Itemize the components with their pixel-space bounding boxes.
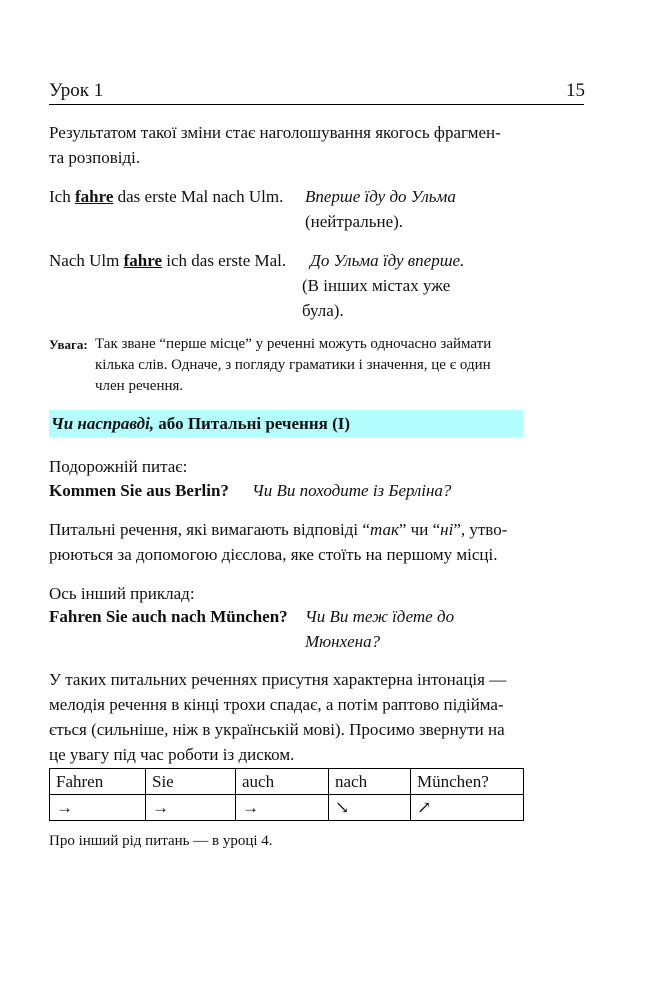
note-line-3: член речення. [95, 378, 184, 394]
example-1-german [49, 184, 283, 209]
example-2-translation [302, 248, 532, 323]
intro-paragraph [49, 120, 529, 170]
intonation-line-3: ється (сильніше, ніж в українській мові). Просимо звернути на [49, 720, 505, 739]
footer-note: Про інший рід питань — в уроці 4. [49, 833, 273, 849]
explanation-line-2: рюються за допомогою дієслова, яке стоїть на першому місці. [49, 545, 498, 564]
explanation-part-b: ” чи “ [398, 520, 441, 539]
example-2-after: ich das erste Mal. [162, 251, 287, 270]
table-cell-word: Fahren [50, 769, 146, 795]
note-text [95, 334, 545, 397]
intonation-paragraph [49, 667, 539, 767]
intro-line-1: Результатом такої зміни стає наголошування якогось фрагмен- [49, 123, 501, 142]
section-title-banner [49, 410, 523, 437]
header-rule [49, 104, 584, 105]
another-question: Fahren Sie auch nach München? [49, 607, 288, 626]
example-1-before: Ich [49, 187, 75, 206]
note-label: Увага: [49, 337, 88, 352]
note-line-2: кілька слів. Одначе, з погляду граматики і значення, це є один [95, 357, 491, 373]
table-row-arrows [50, 795, 524, 821]
table-cell-arrow: → [50, 795, 146, 821]
table-cell-arrow: → [236, 795, 329, 821]
example-2-comment-2: була). [302, 301, 344, 320]
explanation-part-a: Питальні речення, які вимагають відповіді “ [49, 520, 370, 539]
another-translation-1: Чи Ви теж їдете до [305, 607, 455, 626]
another-translation-2: Мюнхена? [305, 632, 381, 651]
example-2-translation-text: До Ульма їду вперше. [310, 251, 465, 270]
table-cell-arrow: ↘ [329, 795, 411, 821]
explanation-line-1 [49, 517, 539, 542]
explanation-tak: так [369, 520, 399, 539]
intonation-table [49, 768, 524, 821]
chapter-label: Урок 1 [49, 80, 104, 101]
section-title-italic: Чи насправді, [51, 414, 155, 433]
table-cell-word: nach [329, 769, 411, 795]
table-cell-word: Sie [146, 769, 236, 795]
intonation-line-2: мелодія речення в кінці трохи спадає, а потім раптово підійма- [49, 695, 504, 714]
traveler-question: Kommen Sie aus Berlin? [49, 481, 229, 500]
example-1-translation-text: Вперше їду до Ульма [305, 187, 456, 206]
table-cell-arrow: ↗ [411, 795, 524, 821]
page-number: 15 [566, 80, 585, 101]
explanation-paragraph [49, 517, 539, 567]
example-1-comment: (нейтральне). [305, 212, 404, 231]
example-1-translation [305, 184, 535, 234]
table-cell-word: München? [411, 769, 524, 795]
another-intro: Ось інший приклад: [49, 584, 195, 603]
example-2-german [49, 248, 286, 273]
example-1-after: das erste Mal nach Ulm. [113, 187, 284, 206]
example-1-verb: fahre [74, 187, 114, 206]
intonation-line-1: У таких питальних реченнях присутня характерна інтонація — [49, 670, 507, 689]
table-row-words [50, 769, 524, 795]
table-cell-arrow: → [146, 795, 236, 821]
explanation-part-c: ”, утво- [453, 520, 508, 539]
note-line-1: Так зване “перше місце” у реченні можуть одночасно займати [95, 336, 492, 352]
example-2-verb: fahre [123, 251, 162, 270]
example-2-comment-1: (В інших містах уже [302, 276, 451, 295]
example-2-before: Nach Ulm [49, 251, 124, 270]
intonation-line-4: це увагу під час роботи із диском. [49, 745, 295, 764]
intro-line-2: та розповіді. [49, 148, 141, 167]
section-title-rest: або Питальні речення (I) [154, 414, 351, 433]
another-translation [305, 604, 535, 654]
traveler-translation: Чи Ви походите із Берліна? [252, 481, 452, 500]
traveler-intro: Подорожній питає: [49, 457, 188, 476]
table-cell-word: auch [236, 769, 329, 795]
explanation-ni: ні [440, 520, 454, 539]
